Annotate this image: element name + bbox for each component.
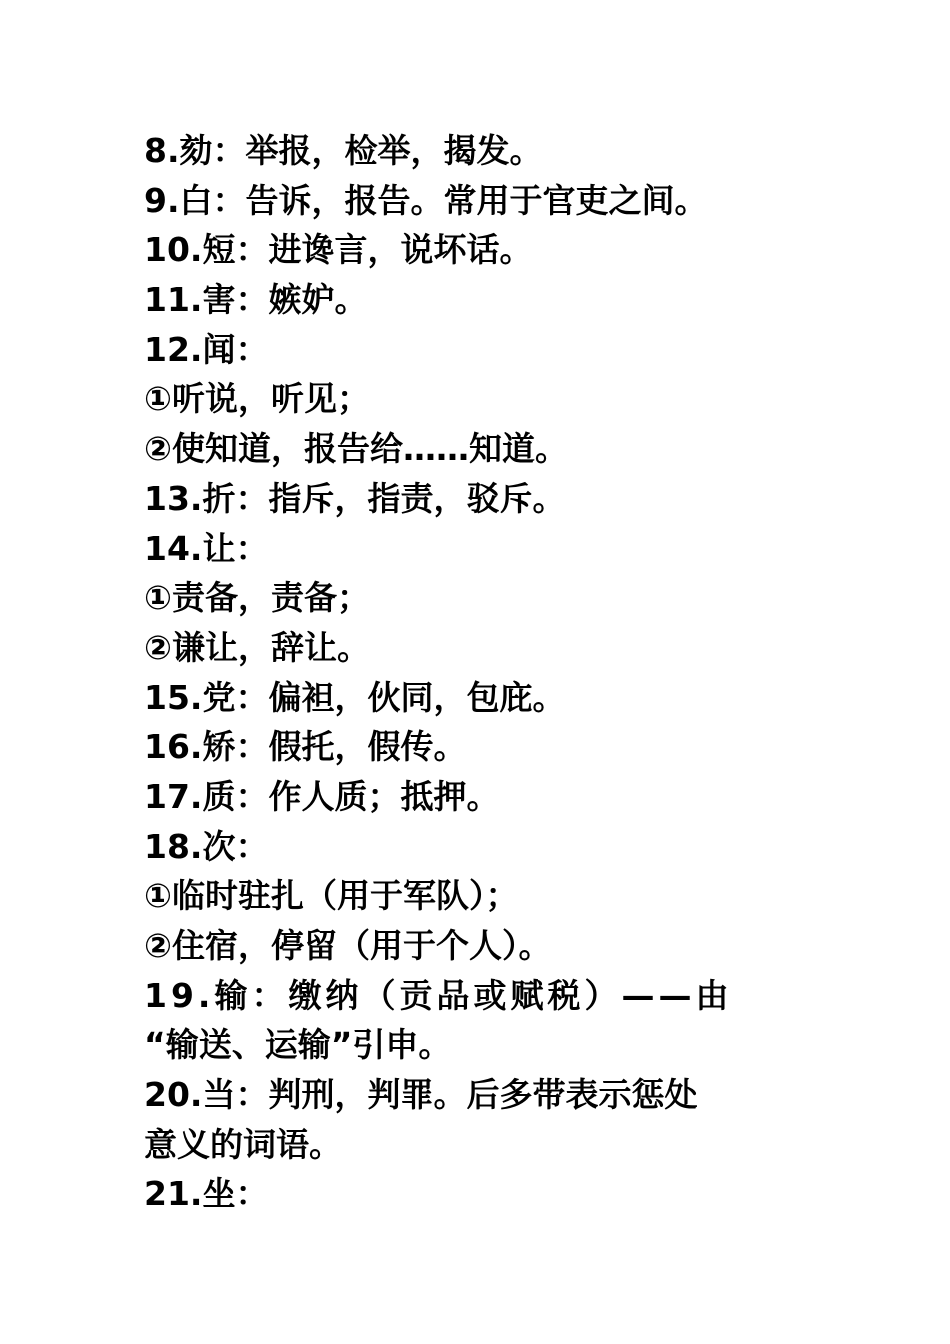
- entry-line: 15.党：偏袒，伙同，包庇。: [144, 677, 566, 717]
- entry-line: 17.质：作人质；抵押。: [144, 776, 500, 816]
- entry-line: 19.输：缴纳（贡品或赋税）——由: [144, 975, 733, 1015]
- entry-line: 16.矫：假托，假传。: [144, 727, 467, 767]
- entry-line: 10.短：进谗言，说坏话。: [144, 230, 533, 270]
- sub-entry-line: ①责备，责备；: [144, 578, 370, 618]
- entry-line: 20.当：判刑，判罪。后多带表示惩处: [144, 1075, 698, 1115]
- entry-line: 9.白：告诉，报告。常用于官吏之间。: [144, 180, 708, 220]
- entry-continuation-line: 意义的词语。: [144, 1124, 342, 1164]
- sub-entry-line: ①听说，听见；: [144, 379, 370, 419]
- entry-line: 14.让：: [144, 528, 269, 568]
- entry-line: 13.折：指斥，指责，驳斥。: [144, 478, 566, 518]
- entry-line: 21.坐：: [144, 1174, 269, 1214]
- entry-line: 11.害：嫉妒。: [144, 280, 368, 320]
- entry-line: 8.劾：举报，检举，揭发。: [144, 131, 543, 170]
- entry-line: 12.闻：: [144, 329, 269, 369]
- sub-entry-line: ②使知道，报告给……知道。: [144, 429, 568, 469]
- sub-entry-line: ②谦让，辞让。: [144, 627, 370, 667]
- sub-entry-line: ②住宿，停留（用于个人）。: [144, 926, 552, 965]
- entry-line: 18.次：: [144, 826, 269, 866]
- entry-continuation-line: “输送、运输”引申。: [144, 1025, 452, 1065]
- sub-entry-line: ①临时驻扎（用于军队）；: [144, 876, 519, 916]
- vocabulary-list: [144, 126, 809, 1219]
